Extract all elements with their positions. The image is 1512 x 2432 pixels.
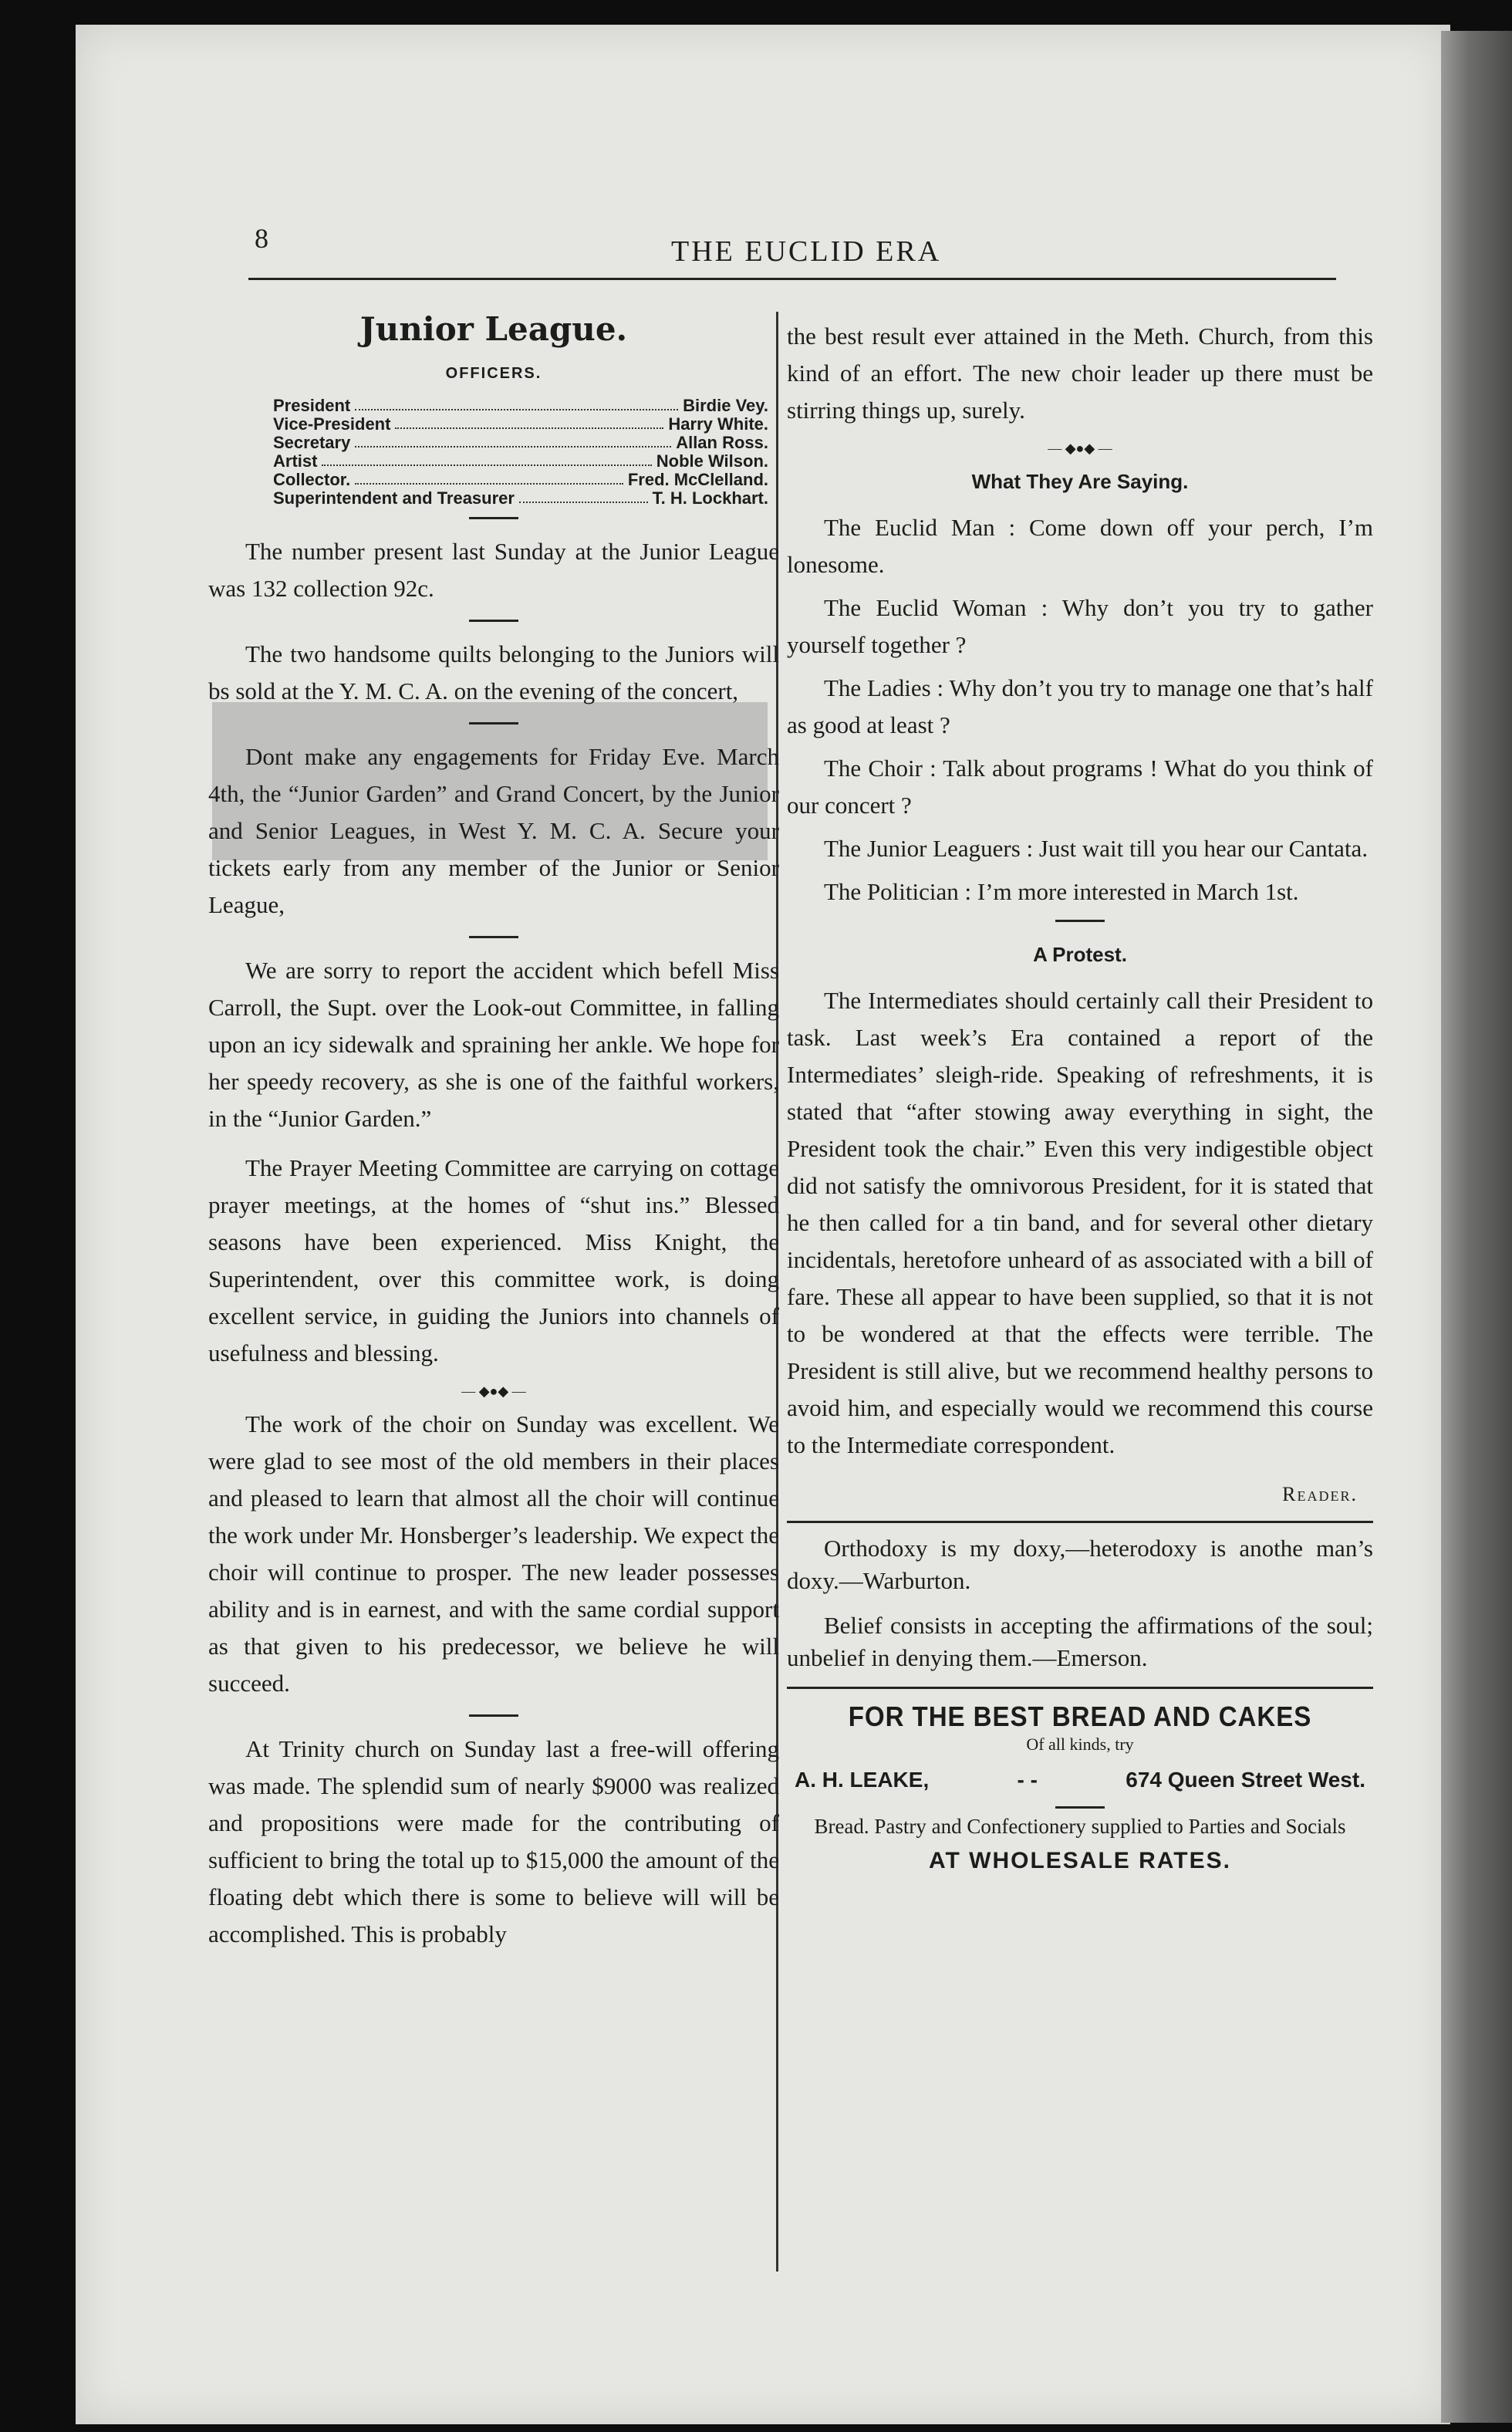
article-paragraph: Dont make any engagements for Friday Eve. March 4th, the “Junior Garden” and Grand Concert, by the Junior and Senior Leagues, in West Y. M. C. A. Secure your tickets early from any member of the Junior or Senior League, — [208, 743, 779, 918]
section-rule — [787, 1687, 1373, 1689]
ad-body: Bread. Pastry and Confectionery supplied to Parties and Socials — [814, 1815, 1346, 1838]
page-number: 8 — [255, 223, 268, 254]
right-column — [787, 318, 1373, 1880]
separator — [1055, 920, 1105, 922]
article-paragraph: The Prayer Meeting Committee are carrying on cottage prayer meetings, at the homes of “shut ins.” Blessed seasons have been experienced. Miss Knight, the Superintendent, over this committee work, is doing excellent service, in guiding the Juniors into channels of usefulness and blessing. — [208, 1154, 779, 1366]
officers-list — [208, 397, 779, 508]
protest-heading: A Protest. — [1033, 943, 1127, 966]
article-continuation: the best result ever attained in the Meth. Church, from this kind of an effort. The new choir leader up there must be stirring things up, surely. — [787, 323, 1373, 424]
masthead-rule — [248, 278, 1336, 280]
officer-row: Secretary Allan Ross. — [273, 433, 768, 452]
article-paragraph: The two handsome quilts belonging to the Juniors will bs sold at the Y. M. C. A. on the evening of the concert, — [208, 640, 779, 704]
separator — [1055, 1806, 1105, 1809]
sayings-heading: What They Are Saying. — [971, 470, 1189, 493]
masthead-title: THE EUCLID ERA — [671, 235, 942, 268]
separator — [469, 620, 518, 622]
ad-name: A. H. LEAKE, — [795, 1768, 930, 1792]
left-column — [208, 309, 779, 1965]
officers-label: OFFICERS. — [445, 365, 542, 382]
section-rule — [787, 1521, 1373, 1523]
junior-league-title: Junior League. — [359, 310, 628, 348]
saying-item: The Junior Leaguers : Just wait till you hear our Cantata. — [824, 835, 1369, 862]
separator — [469, 1714, 518, 1717]
protest-signature: Reader. — [1282, 1483, 1358, 1505]
protest-text: The Intermediates should certainly call their President to task. Last week’s Era contained a report of the Intermediates’ sleigh-ride. Speaking of refreshments, it is stated that “after stowing away everything in sight, the President took the chair.” Even this very indigestible object did not satisfy the omnivorous President, for it is stated that he then called for a tin band, and for several other dietary incidentals, heretofore unheard of as associated with a bill of fare. These all appear to have been supplied, so that it is not to be wondered at that the effects were terrible. The President is still alive, but we recommend healthy persons to avoid him, and especially would we recommend this course to the Intermediate correspondent. — [787, 987, 1373, 1458]
article-paragraph: The number present last Sunday at the Junior League was 132 collection 92c. — [208, 538, 779, 602]
article-paragraph: At Trinity church on Sunday last a free-will offering was made. The splendid sum of nearly $9000 was realized and propositions were made for the contributing of sufficient to bring the total up to $15,000 the amount of the floating debt which there is some to believe will will be accomplished. This is probably — [208, 1735, 779, 1947]
saying-item: The Ladies : Why don’t you try to manage one that’s half as good at least ? — [787, 674, 1373, 738]
ad-subline: Of all kinds, try — [1026, 1734, 1134, 1754]
saying-item: The Politician : I’m more interested in March 1st. — [824, 878, 1299, 905]
saying-item: The Euclid Woman : Why don’t you try to gather yourself together ? — [787, 594, 1373, 658]
officer-row: Vice-President Harry White. — [273, 414, 768, 434]
bakery-advertisement — [787, 1698, 1373, 1880]
ad-address: 674 Queen Street West. — [1126, 1768, 1365, 1792]
ornament-divider: — ◆●◆ — — [461, 1383, 526, 1399]
officer-row: Collector. Fred. McClelland. — [273, 470, 768, 489]
separator — [469, 936, 518, 938]
ornament-divider: — ◆●◆ — — [1048, 441, 1112, 456]
separator — [469, 517, 518, 519]
ad-contact-line — [795, 1762, 1365, 1799]
saying-item: The Euclid Man : Come down off your perch, I’m lonesome. — [787, 514, 1373, 578]
quote-warburton: Orthodoxy is my doxy,—heterodoxy is anothe man’s doxy.—Warburton. — [787, 1535, 1373, 1594]
ad-headline: FOR THE BEST BREAD AND CAKES — [848, 1701, 1312, 1732]
ad-rates: AT WHOLESALE RATES. — [929, 1848, 1231, 1873]
article-paragraph: The work of the choir on Sunday was excellent. We were glad to see most of the old members in their places and pleased to learn that almost all the choir will continue the work under Mr. Honsberger’s leadership. We expect the choir will continue to prosper. The new leader possesses ability and is in earnest, and with the same cordial support as that given to his predecessor, we believe he will succeed. — [208, 1410, 779, 1697]
officer-row: President Birdie Vey. — [273, 396, 768, 415]
saying-item: The Choir : Talk about programs ! What do you think of our concert ? — [787, 755, 1373, 819]
separator — [469, 722, 518, 725]
page-edge-shadow — [1441, 31, 1512, 2423]
article-paragraph: We are sorry to report the accident which befell Miss Carroll, the Supt. over the Look-out Committee, in falling upon an icy sidewalk and spraining her ankle. We hope for her speedy recovery, as she is one of the faithful workers, in the “Junior Garden.” — [208, 957, 779, 1132]
officer-row: Superintendent and Treasurer T. H. Lockhart. — [273, 488, 768, 508]
ad-dashes: - - — [1017, 1768, 1038, 1792]
officer-row: Artist Noble Wilson. — [273, 451, 768, 471]
quote-emerson: Belief consists in accepting the affirmations of the soul; unbelief in denying them.—Emerson. — [787, 1612, 1373, 1671]
